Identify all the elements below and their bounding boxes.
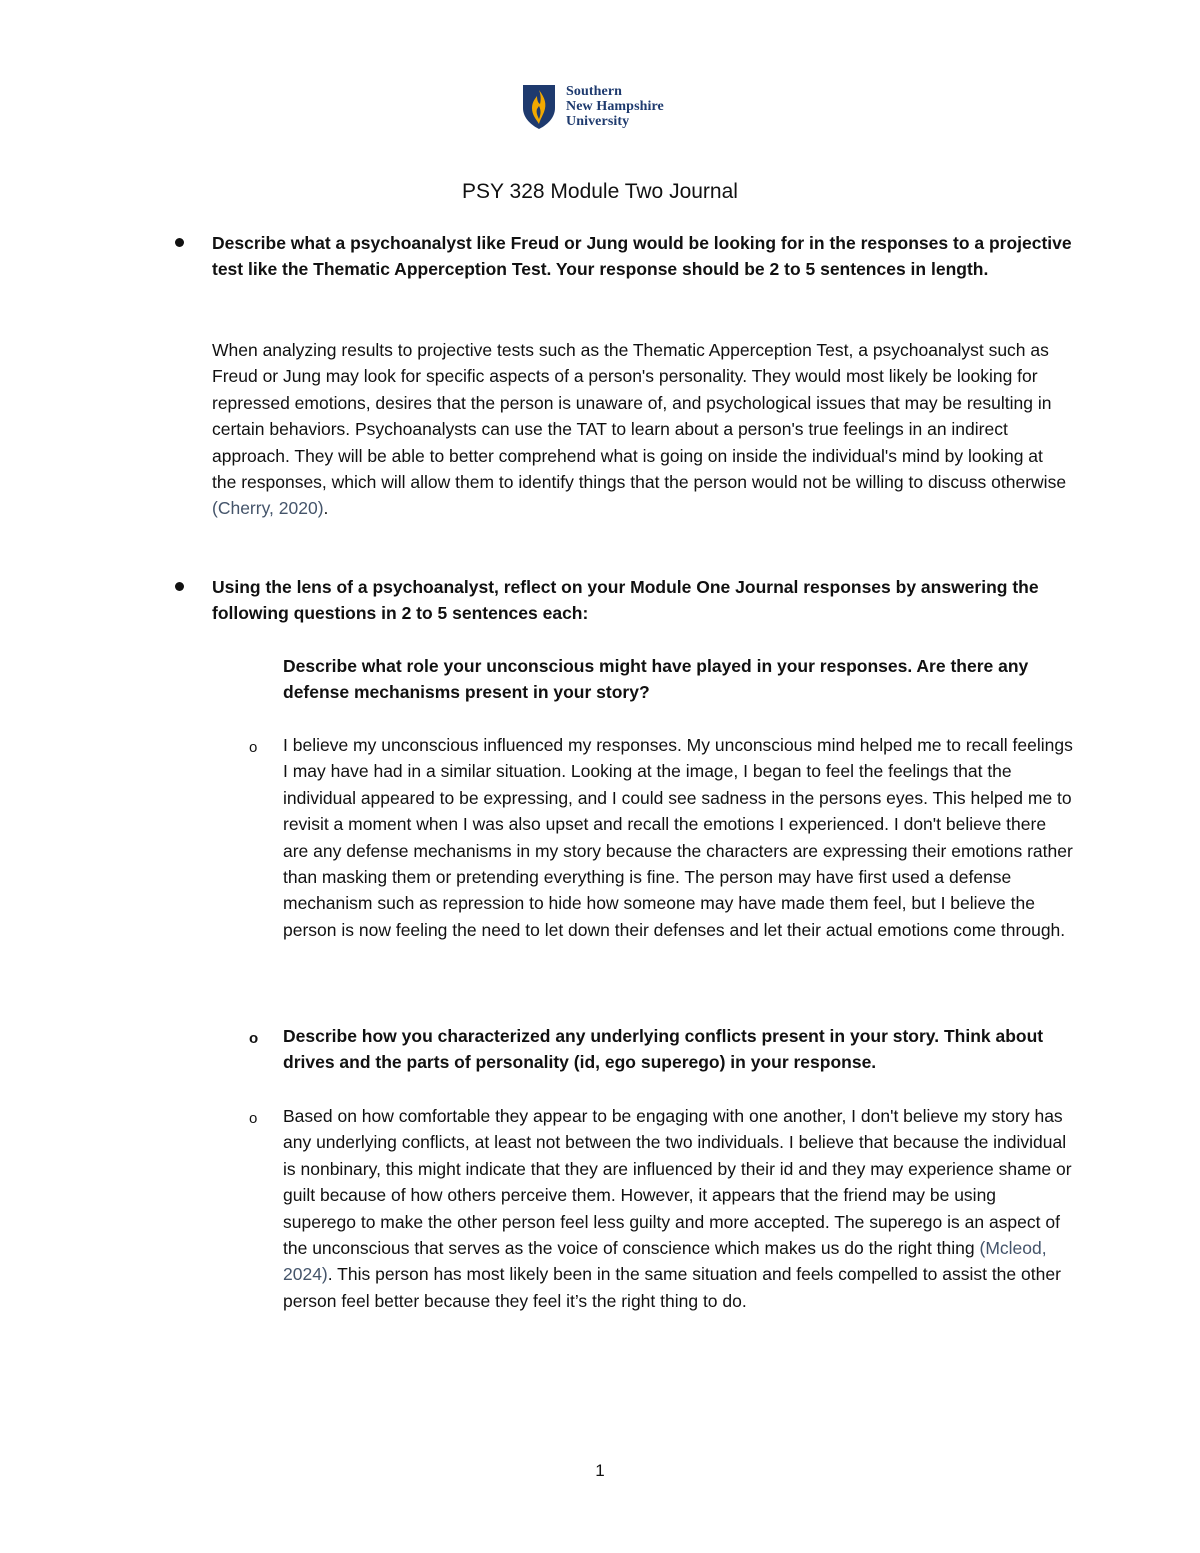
- citation-mcleod: (Mcleod, 2024): [283, 1238, 1047, 1285]
- bullet-icon: [175, 238, 184, 247]
- bullet-icon: [175, 582, 184, 591]
- sub-question-2: Describe how you characterized any underlying conflicts present in your story. Think about drives and the parts of personality (id, ego superego) in your response.: [283, 1026, 1044, 1073]
- answer-1: [212, 337, 1072, 522]
- logo-line-2: New Hampshire: [566, 99, 664, 114]
- answer-1-end: .: [323, 498, 329, 519]
- sub-answer-2-end: . This person has most likely been in the same situation and feels compelled to assist the other person feel better because they feel it’s the right thing to do.: [283, 1264, 1061, 1311]
- answer-1-text: When analyzing results to projective tests such as the Thematic Apperception Test, a psychoanalyst such as Freud or Jung may look for specific aspects of a person's personality. They would most likely be looking for repressed emotions, desires that the person is unaware of, and psychological issues that may be resulting in certain behaviors. Psychoanalysts can use the TAT to learn about a person's true feelings in an indirect approach. They will be able to better comprehend what is going on inside the individual's mind by looking at the responses, which will allow them to identify things that the person would not be willing to discuss otherwise: [212, 340, 1067, 493]
- page-number: 1: [595, 1461, 605, 1480]
- snhu-logo: [522, 84, 692, 134]
- sub-answer-2: [283, 1103, 1073, 1314]
- question-1: Describe what a psychoanalyst like Freud or Jung would be looking for in the responses to a projective test like the Thematic Apperception Test. Your response should be 2 to 5 sentences in length.: [212, 233, 1072, 280]
- logo-wordmark: [566, 84, 664, 129]
- sub-bullet-icon: o: [249, 1110, 258, 1127]
- page-title: PSY 328 Module Two Journal: [462, 180, 738, 203]
- sub-bullet-icon: o: [249, 739, 258, 756]
- logo-line-1: Southern: [566, 84, 623, 99]
- sub-answer-1: I believe my unconscious influenced my responses. My unconscious mind helped me to recall feelings I may have had in a similar situation. Looking at the image, I began to feel the feelings that the individual appeared to be expressing, and I could see sadness in the persons eyes. This helped me to revisit a moment when I was also upset and recall the emotions I experienced. I don't believe there are any defense mechanisms in my story because the characters are expressing their emotions rather than masking them or pretending everything is fine. The person may have first used a defense mechanism such as repression to hide how someone may have made them feel, but I believe the person is now feeling the need to let down their defenses and let their actual emotions come through.: [283, 735, 1073, 940]
- logo-line-3: University: [566, 114, 630, 129]
- sub-bullet-icon: o: [249, 1030, 259, 1047]
- question-2: Using the lens of a psychoanalyst, reflect on your Module One Journal responses by answering the following questions in 2 to 5 sentences each:: [212, 577, 1039, 624]
- shield-flame-icon: [522, 84, 556, 130]
- citation-cherry: (Cherry, 2020): [212, 498, 324, 519]
- sub-answer-2-text: Based on how comfortable they appear to be engaging with one another, I don't believe my story has any underlying conflicts, at least not between the two individuals. I believe that because the individual is nonbinary, this might indicate that they are influenced by their id and they may experience shame or guilt because of how others perceive them. However, it appears that the friend may be using superego to make the other person feel less guilty and more accepted. The superego is an aspect of the unconscious that serves as the voice of conscience which makes us do the right thing: [283, 1106, 1072, 1259]
- sub-question-1: Describe what role your unconscious might have played in your responses. Are there any defense mechanisms present in your story?: [283, 656, 1029, 703]
